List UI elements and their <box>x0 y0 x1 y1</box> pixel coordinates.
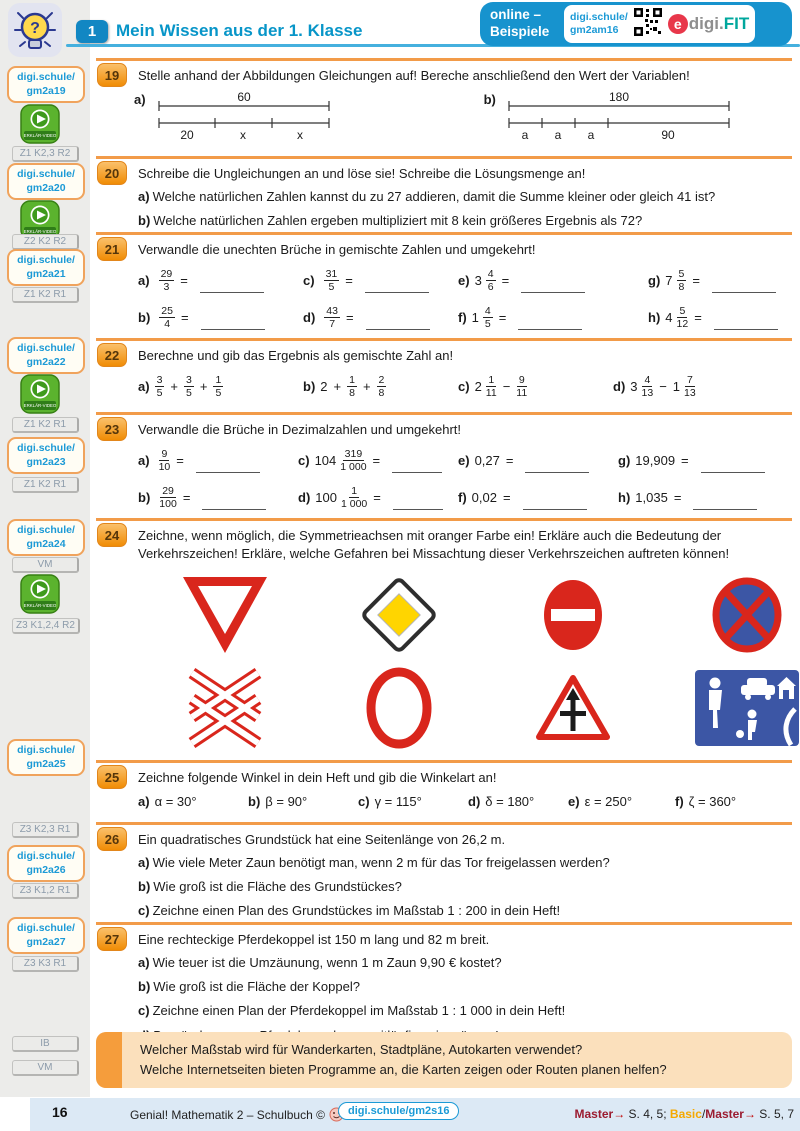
prohibition-ring-sign-icon <box>364 666 434 750</box>
competency-code-badge: Z1 K2 R1 <box>12 287 79 303</box>
conversion-task: h) 1,035 = <box>618 485 792 510</box>
answer-blank <box>200 274 264 293</box>
answer-blank <box>365 274 429 293</box>
fraction-task: d) $\frac{43}{7}$ = <box>303 305 458 330</box>
online-link-panel[interactable] <box>564 5 755 43</box>
exercise-number-badge: 27 <box>97 927 127 951</box>
no-stopping-sign-icon <box>711 576 783 654</box>
residential-street-sign-icon <box>695 670 799 746</box>
crossroads-warning-sign-icon <box>536 675 610 741</box>
svg-text:x: x <box>296 128 303 141</box>
svg-text:x: x <box>239 128 246 141</box>
svg-text:a: a <box>554 128 562 141</box>
answer-blank <box>518 311 582 330</box>
exercise-text: Schreibe die Ungleichungen an und löse sie! Schreibe die Lösungsmenge an! <box>138 166 586 181</box>
sidebar-link-gm2a22[interactable]: digi.schule/ gm2a22 <box>7 337 85 374</box>
sidebar-link-gm2a20[interactable]: digi.schule/ gm2a20 <box>7 163 85 200</box>
exercise-23 <box>96 412 792 510</box>
svg-text:ERKLÄR-VIDEO: ERKLÄR-VIDEO <box>23 229 57 234</box>
svg-text:60: 60 <box>236 90 251 105</box>
answer-blank <box>196 454 260 473</box>
online-examples-badge[interactable] <box>480 2 792 46</box>
exercise-text: Zeichne folgende Winkel in dein Heft und gib die Winkelart an! <box>138 770 497 785</box>
answer-blank <box>701 454 765 473</box>
sidebar-link-gm2a26[interactable]: digi.schule/ gm2a26 <box>7 845 85 882</box>
segment-diagrams <box>116 90 792 140</box>
conversion-task: d) 100 $\frac{1}{1 000}$ = <box>298 485 458 510</box>
svg-text:180: 180 <box>608 90 629 105</box>
priority-road-sign-icon <box>359 575 439 655</box>
research-question: Welche Internetseiten bieten Programme an, die Karten zeigen oder Routen planen helfen? <box>140 1062 667 1078</box>
competency-code-badge: VM <box>12 557 79 573</box>
sub-item: c) Zeichne einen Plan des Grundstückes im Maßstab 1 : 200 in dein Heft! <box>138 903 561 919</box>
fraction-expression: a) $\frac{3}{5}$ + $\frac{3}{5}$ + $\frac{1}{5}$ <box>138 374 222 400</box>
erklaer-video-button[interactable] <box>20 574 60 621</box>
research-question: Welcher Maßstab wird für Wanderkarten, Stadtpläne, Autokarten verwendet? <box>140 1042 583 1057</box>
angle-item: f) ζ = 360° <box>675 794 737 810</box>
svg-text:a: a <box>587 128 595 141</box>
exercise-27 <box>96 922 792 1046</box>
exercise-text: Ein quadratisches Grundstück hat eine Seitenlänge von 26,2 m. <box>138 832 506 847</box>
exercise-number-badge: 21 <box>97 237 127 261</box>
exercise-text: Verwandle die unechten Brüche in gemischte Zahlen und umgekehrt! <box>138 242 536 257</box>
svg-text:90: 90 <box>661 128 675 141</box>
svg-text:ERKLÄR-VIDEO: ERKLÄR-VIDEO <box>23 603 57 608</box>
sidebar-link-gm2a19[interactable]: digi.schule/ gm2a19 <box>7 66 85 103</box>
svg-text:?: ? <box>30 20 40 37</box>
competency-code-badge: VM <box>12 1060 79 1076</box>
exercise-number-badge: 20 <box>97 161 127 185</box>
exercise-number-badge: 25 <box>97 765 127 789</box>
chapter-number-badge: 1 <box>76 20 108 43</box>
exercise-22 <box>96 338 792 399</box>
digi-schule-header-link[interactable]: digi.schule/ gm2am16 <box>570 10 628 36</box>
exercise-text: Eine rechteckige Pferdekoppel ist 150 m lang und 82 m breit. <box>138 932 490 947</box>
fraction-task: a) $\frac{29}{3}$ = <box>138 268 303 293</box>
answer-blank <box>521 274 585 293</box>
page-title: Mein Wissen aus der 1. Klasse <box>116 21 363 40</box>
competency-code-badge: Z1 K2,3 R2 <box>12 146 79 162</box>
exercise-number-badge: 22 <box>97 343 127 367</box>
sub-item: c) Zeichne einen Plan der Pferdekoppel im Maßstab 1 : 1 000 in dein Heft! <box>138 1003 566 1019</box>
sidebar-link-gm2a24[interactable]: digi.schule/ gm2a24 <box>7 519 85 556</box>
fraction-task: g) 7 $\frac{5}{8}$ = <box>648 268 792 293</box>
answer-blank <box>693 491 757 510</box>
exercise-number-badge: 24 <box>97 523 127 547</box>
sub-item: a) Wie viele Meter Zaun benötigt man, wenn 2 m für das Tor freigelassen werden? <box>138 855 610 871</box>
sidebar-link-gm2a23[interactable]: digi.schule/ gm2a23 <box>7 437 85 474</box>
answer-blank <box>202 491 266 510</box>
sub-item: a) Welche natürlichen Zahlen kannst du zu 27 addieren, damit die Summe kleiner oder gleich 41 ist? <box>138 189 716 205</box>
answer-blank <box>523 491 587 510</box>
competency-code-badge: Z2 K2 R2 <box>12 234 79 250</box>
exercise-text: Berechne und gib das Ergebnis als gemischte Zahl an! <box>138 348 454 363</box>
research-tab <box>96 1032 122 1088</box>
traffic-signs-row <box>138 665 792 751</box>
competency-code-badge: Z3 K1,2 R1 <box>12 883 79 899</box>
angle-item: e) ε = 250° <box>568 794 633 810</box>
sub-item: b) Welche natürlichen Zahlen ergeben multipliziert mit 8 kein größeres Ergebnis als 72? <box>138 213 643 229</box>
answer-blank <box>392 454 442 473</box>
exercise-text: Zeichne, wenn möglich, die Symmetrieachsen mit oranger Farbe ein! Erkläre auch die Bedeutung der Verkehrszeichen! Erkläre, welche Gefahren bei Missachtung dieser Verkehrszeichen auftreten können! <box>138 528 730 562</box>
digi-schule-footer-link[interactable]: digi.schule/gm2s16 <box>338 1102 459 1120</box>
sub-item: a) Wie teuer ist die Umzäunung, wenn 1 m Zaun 9,90 € kostet? <box>138 955 502 971</box>
exercise-24 <box>96 518 792 751</box>
competency-code-badge: IB <box>12 1036 79 1052</box>
angle-item: c) γ = 115° <box>358 794 422 810</box>
exercise-text: Verwandle die Brüche in Dezimalzahlen und umgekehrt! <box>138 422 462 437</box>
answer-blank <box>366 311 430 330</box>
erklaer-video-button[interactable] <box>20 104 60 151</box>
svg-text:ERKLÄR-VIDEO: ERKLÄR-VIDEO <box>23 133 57 138</box>
angle-item: d) δ = 180° <box>468 794 535 810</box>
competency-code-badge: Z3 K2,3 R1 <box>12 822 79 838</box>
competency-code-badge: Z3 K1,2,4 R2 <box>12 618 80 634</box>
svg-text:ERKLÄR-VIDEO: ERKLÄR-VIDEO <box>23 403 57 408</box>
qr-code-icon[interactable] <box>633 7 663 42</box>
conversion-task: f) 0,02 = <box>458 485 618 510</box>
exercise-number-badge: 23 <box>97 417 127 441</box>
no-entry-sign-icon <box>542 578 604 652</box>
online-examples-label: online – Beispiele <box>490 7 550 39</box>
conversion-task: e) 0,27 = <box>458 448 618 473</box>
competency-code-badge: Z1 K2 R1 <box>12 477 79 493</box>
conversion-task: c) 104 $\frac{319}{1 000}$ = <box>298 448 458 473</box>
digifit-e-icon: e <box>668 14 688 34</box>
traffic-signs-row <box>138 573 792 657</box>
fraction-expression: d) 3 $\frac{4}{13}$ − 1 $\frac{7}{13}$ <box>613 374 696 400</box>
fraction-task: c) $\frac{31}{5}$ = <box>303 268 458 293</box>
fraction-task: b) $\frac{25}{4}$ = <box>138 305 303 330</box>
digifit-logo: e digi. FIT <box>668 14 749 34</box>
number-line-b <box>504 90 734 140</box>
conversion-task: g) 19,909 = <box>618 448 792 473</box>
conversion-task: b) $\frac{29}{100}$ = <box>138 485 298 510</box>
answer-blank <box>712 274 776 293</box>
angle-item: a) α = 30° <box>138 794 197 810</box>
level-references: Master→ S. 4, 5; Basic/Master→ S. 5, 7 <box>574 1107 794 1121</box>
competency-code-badge: Z3 K3 R1 <box>12 956 79 972</box>
fraction-expression: c) 2 $\frac{1}{11}$ − $\frac{9}{11}$ <box>458 374 528 400</box>
number-line-a <box>154 90 334 140</box>
exercise-number-badge: 19 <box>97 63 127 87</box>
exercise-19 <box>96 58 792 140</box>
erklaer-video-button[interactable] <box>20 374 60 421</box>
svg-text:20: 20 <box>179 128 194 141</box>
book-title: Genial! Mathematik 2 – Schulbuch © <box>130 1107 344 1122</box>
answer-blank <box>201 311 265 330</box>
exercise-25 <box>96 760 792 809</box>
railway-crossing-sign-icon <box>184 665 266 751</box>
competency-code-badge: Z1 K2 R1 <box>12 417 79 433</box>
fraction-task: f) 1 $\frac{4}{5}$ = <box>458 305 648 330</box>
angle-item: b) β = 90° <box>248 794 308 810</box>
sub-item: b) Wie groß ist die Fläche der Koppel? <box>138 979 360 995</box>
svg-text:a: a <box>521 128 529 141</box>
fraction-expression: b) 2 + $\frac{1}{8}$ + $\frac{2}{8}$ <box>303 374 385 400</box>
conversion-task: a) $\frac{9}{10}$ = <box>138 448 298 473</box>
sidebar-link-gm2a25[interactable]: digi.schule/ gm2a25 <box>7 739 85 776</box>
exercise-21 <box>96 232 792 330</box>
fraction-task: e) 3 $\frac{4}{6}$ = <box>458 268 648 293</box>
item-label: a) <box>134 92 146 108</box>
page-number: 16 <box>52 1104 68 1120</box>
research-box <box>96 1032 792 1088</box>
item-label: b) <box>483 92 496 108</box>
exercise-26 <box>96 822 792 922</box>
answer-blank <box>525 454 589 473</box>
sidebar-link-gm2a27[interactable]: digi.schule/ gm2a27 <box>7 917 85 954</box>
answer-blank <box>393 491 443 510</box>
answer-blank <box>714 311 778 330</box>
exercise-20 <box>96 156 792 231</box>
page-footer <box>30 1098 800 1131</box>
yield-sign-icon <box>179 573 271 657</box>
exercise-text: Stelle anhand der Abbildungen Gleichungen auf! Bereche anschließend den Wert der Variablen! <box>138 68 690 83</box>
sidebar-link-gm2a21[interactable]: digi.schule/ gm2a21 <box>7 249 85 286</box>
lightbulb-icon <box>8 3 62 62</box>
exercise-number-badge: 26 <box>97 827 127 851</box>
sub-item: b) Wie groß ist die Fläche des Grundstückes? <box>138 879 402 895</box>
fraction-task: h) 4 $\frac{5}{12}$ = <box>648 305 792 330</box>
